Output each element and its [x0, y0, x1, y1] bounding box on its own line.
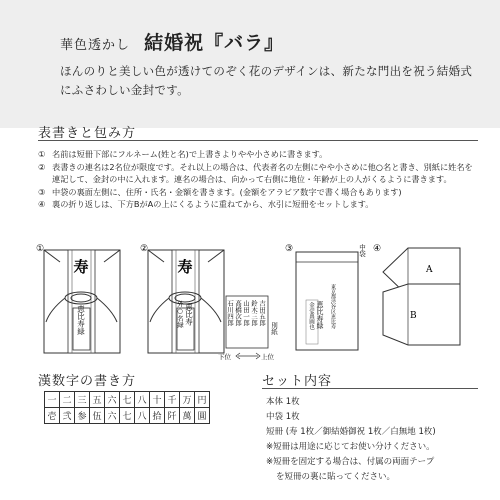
- name-label-2b: 外○名緑: [176, 300, 184, 328]
- table-cell: 六: [105, 408, 120, 424]
- section-heading-omotegaki: 表書きと包み方: [38, 126, 137, 141]
- fold-label-a: A: [426, 265, 433, 275]
- name-label-2a: 恵比寿: [184, 302, 194, 326]
- list-item: 中袋 1枚: [266, 412, 300, 422]
- instruction-number: ①: [38, 149, 46, 159]
- instruction-number: ②: [38, 161, 46, 172]
- list-item: 短冊 (寿 1枚／御結婚御祝 1枚／白無地 1枚): [266, 427, 436, 437]
- kotobuki-label-1: 寿: [73, 258, 89, 276]
- nakabukuro-name: 恵比寿緑: [316, 301, 324, 329]
- instruction-text: 名前は短冊下部にフルネーム(姓と名)で上書きよりやや小さめに書きます。: [52, 149, 328, 159]
- table-cell: 万: [180, 392, 195, 408]
- betsushi-name: 石川四郎: [226, 300, 234, 326]
- table-cell: 萬: [180, 408, 195, 424]
- section-rule: [262, 388, 478, 389]
- fold-label-b: B: [410, 311, 417, 321]
- list-item: を短冊の裏に貼ってください。: [276, 472, 396, 482]
- list-item: ※短冊を固定する場合は、付属の両面テープ: [266, 457, 435, 467]
- product-subtitle: 華色透かし: [60, 38, 131, 53]
- arrow-label-high: 上位: [261, 353, 274, 361]
- table-cell: 五: [90, 392, 105, 408]
- table-cell: 八: [135, 392, 150, 408]
- instruction-text: 中袋の裏面左側に、住所・氏名・金額を書きます。(金額をアラビア数字で書く場合もあります): [52, 186, 402, 197]
- arrow-label-low: 下位: [218, 353, 231, 361]
- table-row: [45, 392, 210, 408]
- table-cell: 七: [120, 408, 135, 424]
- kotobuki-label-2: 寿: [177, 258, 193, 276]
- betsushi-name: 山田一郎: [242, 300, 250, 326]
- table-cell: 六: [105, 392, 120, 408]
- folding-diagram: [383, 248, 460, 345]
- table-cell: 円: [195, 392, 210, 408]
- table-cell: 七: [120, 392, 135, 408]
- instruction-number: ④: [38, 199, 46, 210]
- instruction-text: 裏の折り返しは、下方BがAの上にくるように重ねてから、水引に短冊をセットします。: [52, 199, 374, 210]
- table-cell: 阡: [165, 408, 180, 424]
- table-cell: 拾: [150, 408, 165, 424]
- product-description: ほんのりと美しい色が透けてのぞく花のデザインは、新たな門出を祝う結婚式にふさわしい金封です。: [60, 64, 473, 97]
- figure-2-number: ②: [140, 244, 149, 254]
- table-cell: 壱: [45, 408, 60, 424]
- list-item: ※短冊は用途に応じてお使い分けください。: [266, 442, 435, 452]
- list-item: 本体 1枚: [266, 397, 300, 407]
- section-heading-set: セット内容: [262, 374, 333, 389]
- nakabukuro-envelope: [296, 252, 358, 350]
- table-cell: 圓: [195, 408, 210, 424]
- betsushi-name: 高橋次郎: [234, 300, 242, 326]
- set-contents-list: [266, 395, 496, 485]
- nakabukuro-label: 中袋: [358, 244, 366, 257]
- table-cell: 参: [75, 408, 90, 424]
- table-cell: 二: [60, 392, 75, 408]
- figure-4-number: ④: [373, 244, 382, 254]
- table-row: [45, 408, 210, 424]
- name-label-1: 恵比寿緑: [76, 305, 86, 335]
- product-name: 結婚祝『バラ』: [144, 32, 285, 54]
- table-cell: 三: [75, 392, 90, 408]
- table-cell: 弐: [60, 408, 75, 424]
- instruction-number: ③: [38, 186, 46, 197]
- table-cell: 伍: [90, 408, 105, 424]
- figure-3-number: ③: [285, 244, 294, 254]
- betsushi-name: 鈴木三郎: [250, 300, 258, 326]
- table-cell: 一: [45, 392, 60, 408]
- table-cell: 十: [150, 392, 165, 408]
- section-heading-kanji: 漢数字の書き方: [38, 374, 137, 389]
- table-cell: 八: [135, 408, 150, 424]
- figure-1-number: ①: [36, 244, 45, 254]
- betsushi-label: 別紙: [270, 322, 278, 335]
- instruction-text: 表書きの連名は2名位が限度です。それ以上の場合は、代表者名の左側にやや小さめに他○名と書き、別紙に姓名を連記して、金封の中に入れます。連名の場合は、向かって右側に地位・年齢が上の人がくるように書きます。: [52, 161, 473, 185]
- nakabukuro-address: 東京都渋谷区恵比寿: [330, 284, 336, 329]
- nakabukuro-amount: 金壱萬圓也: [308, 302, 314, 330]
- betsushi-name: 吉田五郎: [258, 300, 266, 326]
- kanji-numeral-table: [44, 391, 210, 424]
- table-cell: 千: [165, 392, 180, 408]
